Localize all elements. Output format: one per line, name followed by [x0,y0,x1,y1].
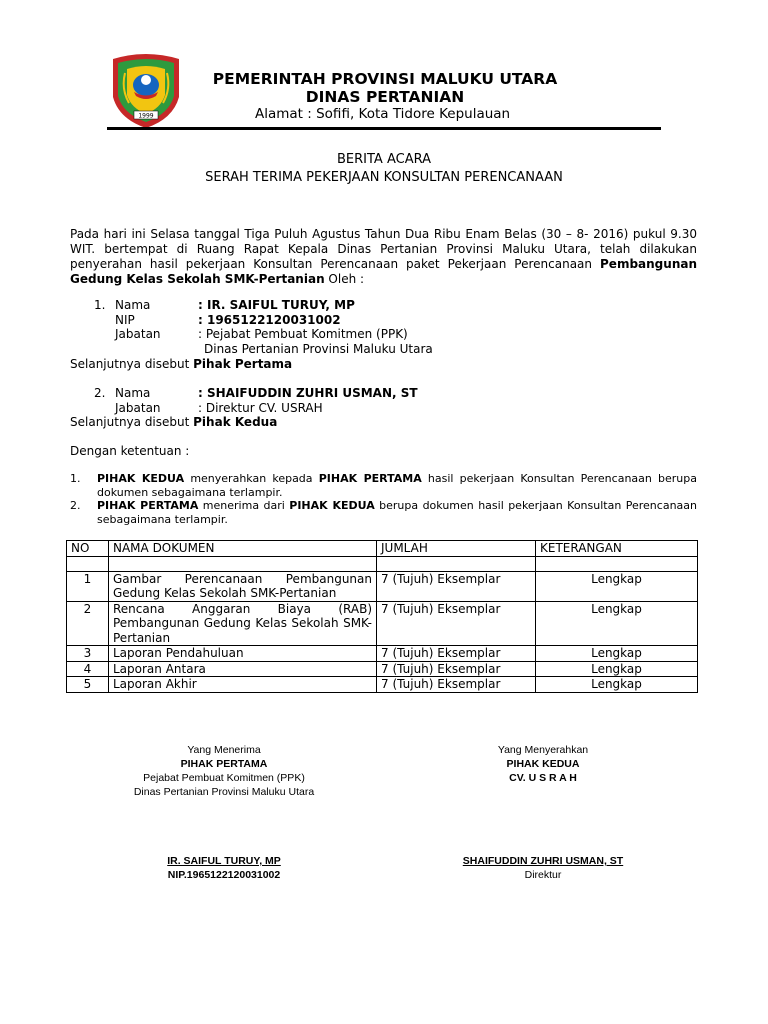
party1-jabatan-label: Jabatan [115,327,161,341]
row-document-name: Laporan Antara [109,661,377,677]
table-header-row [67,541,698,557]
table-row [67,661,698,677]
provincial-emblem-logo [107,51,185,129]
party2-name-value: : SHAIFUDDIN ZUHRI USMAN, ST [198,386,418,400]
project-name: Pembangunan Gedung Kelas Sekolah SMK-Pertanian [70,257,697,286]
signature-block-submitter [418,743,668,785]
provision-2-text-a: menerima dari [198,499,290,512]
row-remarks: Lengkap [536,646,698,662]
party2-number: 2. [94,386,106,400]
party1-jabatan-value: : Pejabat Pembuat Komitmen (PPK) [198,327,408,341]
document-title: BERITA ACARA [337,152,431,167]
header-quantity: JUMLAH [377,541,536,557]
row-document-name: Laporan Pendahuluan [109,646,377,662]
row-no: 4 [67,661,109,677]
party2-jabatan-label: Jabatan [115,401,161,415]
recipient-nip: NIP.1965122120031002 [167,869,281,881]
document-table [66,540,698,693]
party1-jabatan-value2: Dinas Pertanian Provinsi Maluku Utara [204,342,433,356]
header-no: NO [67,541,109,557]
party2-alias-prefix: Selanjutnya disebut [70,415,194,429]
organization-name: PEMERINTAH PROVINSI MALUKU UTARA [212,70,558,88]
header-document-name: NAMA DOKUMEN [109,541,377,557]
document-subtitle: SERAH TERIMA PEKERJAAN KONSULTAN PERENCANAAN [205,170,563,185]
provision-1-number: 1. [70,472,81,485]
row-remarks: Lengkap [536,677,698,693]
provision-1-party-a: PIHAK KEDUA [97,472,185,485]
table-row [67,571,698,601]
intro-paragraph [70,227,697,287]
party1-nip-value: : 1965122120031002 [198,313,341,327]
provision-2-text-b: berupa dokumen hasil pekerjaan Konsultan Perencanaan sebagaimana terlampir. [97,499,697,526]
row-document-name: Rencana Anggaran Biaya (RAB) Pembangunan Gedung Kelas Sekolah SMK-Pertanian [109,601,377,646]
row-remarks: Lengkap [536,571,698,601]
party1-number: 1. [94,298,106,312]
row-quantity: 7 (Tujuh) Eksemplar [377,601,536,646]
department-name: DINAS PERTANIAN [305,88,465,106]
intro-text: Pada hari ini Selasa tanggal Tiga Puluh Agustus Tahun Dua Ribu Enam Belas (30 – 8- 2016) pukul 9.30 WIT. bertempat di Ruang Rapat Kepala Dinas Pertanian Provinsi Maluku Utara, telah dilakukan penyerahan hasil pekerjaan Konsultan Perencanaan paket Pekerjaan Perencanaan [70,227,697,271]
submitter-role: Yang Menyerahkan [497,744,589,756]
submitter-name: SHAIFUDDIN ZUHRI USMAN, ST [462,855,624,867]
table-row [67,601,698,646]
logo-year-text: 1999 [138,112,154,120]
party1-alias: Pihak Pertama [193,357,293,371]
recipient-party: PIHAK PERTAMA [180,758,268,770]
signature-name-submitter [418,854,668,882]
provision-2-party-a: PIHAK PERTAMA [97,499,199,512]
party2-jabatan-value: : Direktur CV. USRAH [198,401,323,415]
row-document-name: Gambar Perencanaan Pembangunan Gedung Kelas Sekolah SMK-Pertanian [109,571,377,601]
signature-block-recipient [94,743,354,799]
recipient-title1: Pejabat Pembuat Komitmen (PPK) [143,772,305,784]
party1-nip-label: NIP [115,313,135,327]
party1-name-label: Nama [115,298,151,312]
provisions-heading: Dengan ketentuan : [70,444,190,458]
recipient-name: IR. SAIFUL TURUY, MP [167,855,281,867]
row-no: 5 [67,677,109,693]
provision-1-text-b: hasil pekerjaan Konsultan Perencanaan berupa dokumen sebagaimana terlampir. [97,472,697,499]
row-quantity: 7 (Tujuh) Eksemplar [377,571,536,601]
row-quantity: 7 (Tujuh) Eksemplar [377,646,536,662]
signature-name-recipient [94,854,354,882]
party2-alias-row [70,415,277,430]
party2-name-label: Nama [115,386,151,400]
provision-1-party-b: PIHAK PERTAMA [318,472,422,485]
provision-item-1 [70,472,697,499]
row-no: 3 [67,646,109,662]
intro-tail: Oleh : [324,272,365,286]
provision-2-party-b: PIHAK KEDUA [289,499,375,512]
row-remarks: Lengkap [536,601,698,646]
party1-alias-prefix: Selanjutnya disebut [70,357,194,371]
party1-alias-row [70,357,292,372]
submitter-company: CV. U S R A H [509,772,577,784]
row-quantity: 7 (Tujuh) Eksemplar [377,661,536,677]
party1-name-value: : IR. SAIFUL TURUY, MP [198,298,355,312]
table-spacer-row [67,556,698,571]
provision-item-2 [70,499,697,526]
recipient-title2: Dinas Pertanian Provinsi Maluku Utara [133,786,315,798]
row-no: 1 [67,571,109,601]
header-divider [107,127,661,130]
submitter-party: PIHAK KEDUA [506,758,580,770]
provision-2-number: 2. [70,499,81,512]
row-remarks: Lengkap [536,661,698,677]
party2-alias: Pihak Kedua [193,415,278,429]
submitter-title: Direktur [524,869,562,881]
header-remarks: KETERANGAN [536,541,698,557]
address-line: Alamat : Sofifi, Kota Tidore Kepulauan [255,106,511,122]
row-no: 2 [67,601,109,646]
table-row [67,646,698,662]
provision-1-text-a: menyerahkan kepada [184,472,319,485]
row-quantity: 7 (Tujuh) Eksemplar [377,677,536,693]
row-document-name: Laporan Akhir [109,677,377,693]
table-row [67,677,698,693]
recipient-role: Yang Menerima [187,744,261,756]
